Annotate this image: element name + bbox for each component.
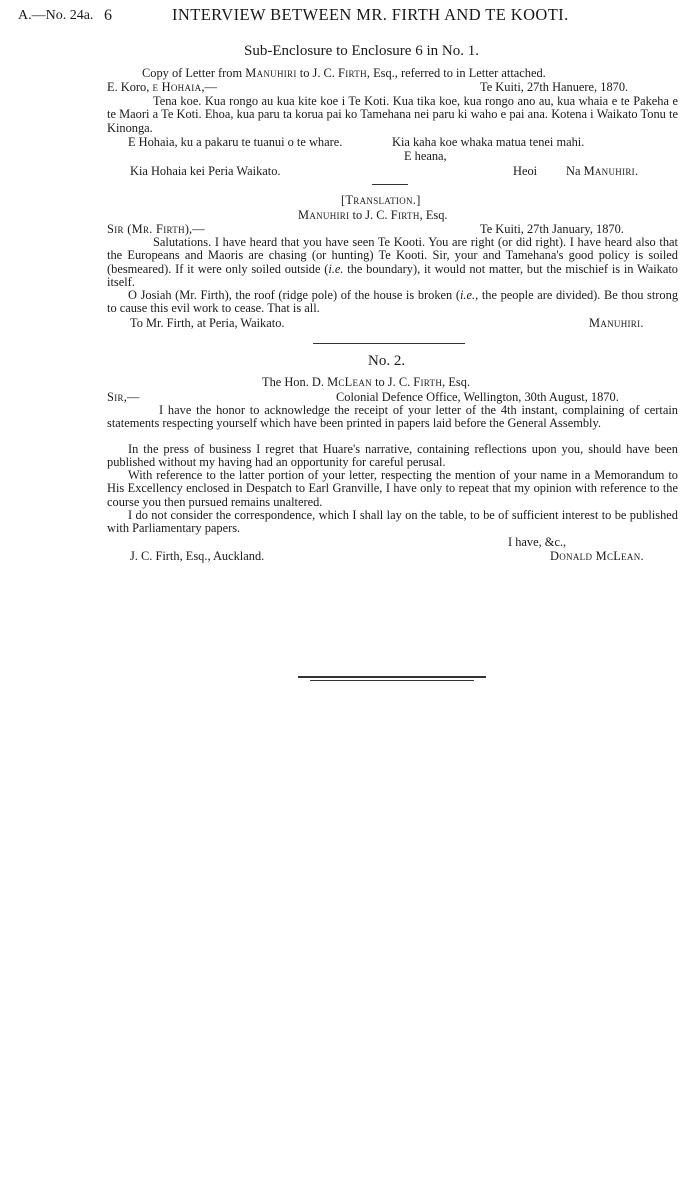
maori-salutation: E. Koro, e Hohaia,—: [107, 80, 217, 94]
no2-place-date: Colonial Defence Office, Wellington, 30th August, 1870.: [336, 390, 619, 404]
translation-place-date: Te Kuiti, 27th January, 1870.: [480, 222, 624, 236]
no2-heading: No. 2.: [368, 353, 406, 369]
translation-paragraph-2: O Josiah (Mr. Firth), the roof (ridge pole) of the house is broken (i.e., the people are divided). Be thou strong to cause this evil work to cease. That is all.: [107, 288, 679, 316]
maori-closing: E heana,: [404, 149, 447, 163]
maori-heoi: Heoi: [513, 164, 538, 178]
section-divider: [313, 343, 465, 344]
no2-paragraph-3: With reference to the latter portion of your letter, respecting the mention of your name in a Memorandum to His Excellency enclosed in Despatch to Earl Granville, I have only to repeat that my opinion with reference to the course you then pursued remains unaltered.: [107, 468, 678, 509]
maori-paragraph-2: E Hohaia, ku a pakaru te tuanui o te whare.: [128, 135, 343, 149]
no2-paragraph-4: I do not consider the correspondence, which I shall lay on the table, to be of sufficient interest to be published with Parliamentary papers.: [107, 508, 678, 536]
maori-signature: Na Manuhiri.: [566, 164, 639, 178]
no2-salutation: Sir,—: [107, 390, 140, 404]
page-ref: A.—No. 24a.: [18, 8, 94, 23]
end-rule: [298, 676, 486, 678]
maori-paragraph-1: Tena koe. Kua rongo au kua kite koe i Te Koti. Kua tika koe, kua rongo ano au, kua whaia e te Pakeha e te Maori a Te Koti. Ehoa, kua paru ta korua pai ko Tamehana nei paru ki waho e pai ana. Kotena i Waikato Tonu te Kinonga.: [107, 94, 678, 135]
translation-caption: Manuhiri to J. C. Firth, Esq.: [298, 208, 448, 222]
translation-signature: Manuhiri.: [589, 316, 644, 330]
no2-closing: I have, &c.,: [508, 535, 567, 549]
page-number: 6: [104, 7, 112, 24]
no2-paragraph-1: I have the honor to acknowledge the receipt of your letter of the 4th instant, complaining of certain statements respecting yourself which have been printed in papers laid before the General Assembly.: [107, 403, 678, 431]
section-divider: [372, 184, 408, 185]
maori-paragraph-2-tail: Kia kaha koe whaka matua tenei mahi.: [392, 135, 585, 149]
translation-paragraph-1: Salutations. I have heard that you have seen Te Kooti. You are right (or did right). I have heard also that the Europeans and Maoris are chasing (or hunting) Te Kooti. Sir, your and Tamehana's good policy is soiled (besmeared). If it were only soiled outside (i.e. the boundary), it would not matter, but the mischief is in Waikato itself.: [107, 235, 678, 289]
page-title: INTERVIEW BETWEEN MR. FIRTH AND TE KOOTI.: [172, 5, 569, 24]
maori-address: Kia Hohaia kei Peria Waikato.: [130, 164, 281, 178]
no2-signature: Donald McLean.: [550, 549, 644, 563]
translation-salutation: Sir (Mr. Firth),—: [107, 222, 205, 236]
no2-addressee: J. C. Firth, Esq., Auckland.: [130, 549, 265, 563]
translation-address: To Mr. Firth, at Peria, Waikato.: [130, 316, 285, 330]
sub-enclosure-caption: Copy of Letter from Manuhiri to J. C. Firth, Esq., referred to in Letter attached.: [142, 66, 546, 80]
no2-paragraph-2: In the press of business I regret that Huare's narrative, containing reflections upon you, should have been published without my having had an opportunity for careful perusal.: [107, 442, 678, 470]
no2-caption: The Hon. D. McLean to J. C. Firth, Esq.: [262, 375, 471, 389]
maori-place-date: Te Kuiti, 27th Hanuere, 1870.: [480, 80, 629, 94]
translation-label: [Translation.]: [341, 193, 421, 207]
sub-enclosure-heading: Sub-Enclosure to Enclosure 6 in No. 1.: [244, 43, 479, 59]
end-rule-thin: [310, 680, 474, 681]
